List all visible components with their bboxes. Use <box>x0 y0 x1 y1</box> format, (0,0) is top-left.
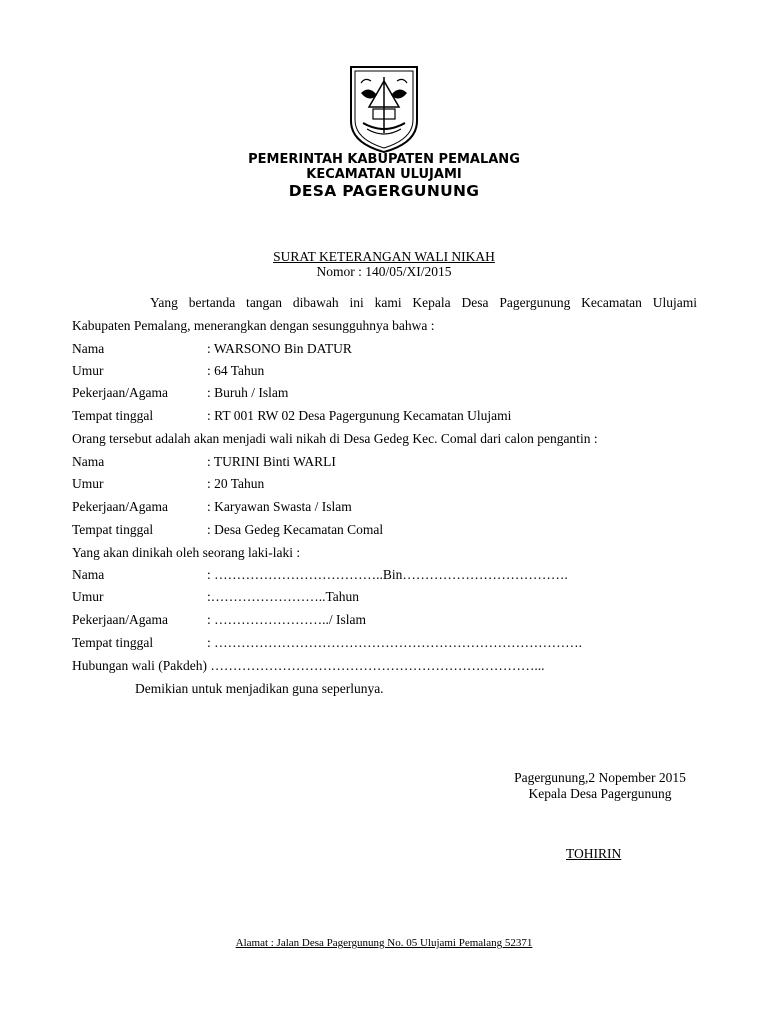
bride-occupation-label: Pekerjaan/Agama <box>72 499 168 514</box>
groom-occupation-value: : ……………………../ Islam <box>207 612 366 627</box>
wali-occupation-label: Pekerjaan/Agama <box>72 385 168 400</box>
signature-name: TOHIRIN <box>566 846 622 861</box>
groom-age-label: Umur <box>72 589 104 604</box>
regency-coat-of-arms-icon <box>347 63 421 155</box>
header-government: PEMERINTAH KABUPATEN PEMALANG <box>248 152 520 167</box>
bride-name-value: : TURINI Binti WARLI <box>207 454 336 469</box>
footer-address: Alamat : Jalan Desa Pagergunung No. 05 Ulujami Pemalang 52371 <box>235 937 533 949</box>
wali-age-value: : 64 Tahun <box>207 363 265 378</box>
header-district: KECAMATAN ULUJAMI <box>306 167 462 182</box>
statement-line: Orang tersebut adalah akan menjadi wali nikah di Desa Gedeg Kec. Comal dari calon pengantin : <box>72 431 598 446</box>
relation-line: Hubungan wali (Pakdeh) ………………………………………………………………... <box>72 658 545 673</box>
groom-age-value: :……………………..Tahun <box>207 589 360 604</box>
groom-name-value: : ………………………………..Bin………………………………. <box>207 567 568 582</box>
wali-address-value: : RT 001 RW 02 Desa Pagergunung Kecamatan Ulujami <box>207 408 512 423</box>
groom-occupation-label: Pekerjaan/Agama <box>72 612 168 627</box>
bride-age-value: : 20 Tahun <box>207 476 265 491</box>
wali-age-label: Umur <box>72 363 104 378</box>
intro-line-2: Kabupaten Pemalang, menerangkan dengan sesungguhnya bahwa : <box>72 318 435 333</box>
signature-place-date: Pagergunung,2 Nopember 2015 <box>514 770 686 785</box>
bride-age-label: Umur <box>72 476 104 491</box>
closing-line: Demikian untuk menjadikan guna seperlunya. <box>135 681 384 696</box>
signature-position: Kepala Desa Pagergunung <box>528 786 672 801</box>
bride-address-label: Tempat tinggal <box>72 522 154 537</box>
bride-address-value: : Desa Gedeg Kecamatan Comal <box>207 522 384 537</box>
bride-name-label: Nama <box>72 454 105 469</box>
intro-line-1: Yang bertanda tangan dibawah ini kami Kepala Desa Pagergunung Kecamatan Ulujami <box>150 295 697 310</box>
wali-name-label: Nama <box>72 341 105 356</box>
bride-occupation-value: : Karyawan Swasta / Islam <box>207 499 352 514</box>
wali-occupation-value: : Buruh / Islam <box>207 385 289 400</box>
wali-address-label: Tempat tinggal <box>72 408 154 423</box>
groom-address-label: Tempat tinggal <box>72 635 154 650</box>
wali-name-value: : WARSONO Bin DATUR <box>207 341 352 356</box>
document-title: SURAT KETERANGAN WALI NIKAH <box>273 249 495 264</box>
header-village: DESA PAGERGUNUNG <box>288 182 480 200</box>
document-number: Nomor : 140/05/XI/2015 <box>316 264 452 279</box>
groom-address-value: : ………………………………………………………………………. <box>207 635 583 650</box>
groom-name-label: Nama <box>72 567 105 582</box>
groom-intro-line: Yang akan dinikah oleh seorang laki-laki : <box>72 545 301 560</box>
